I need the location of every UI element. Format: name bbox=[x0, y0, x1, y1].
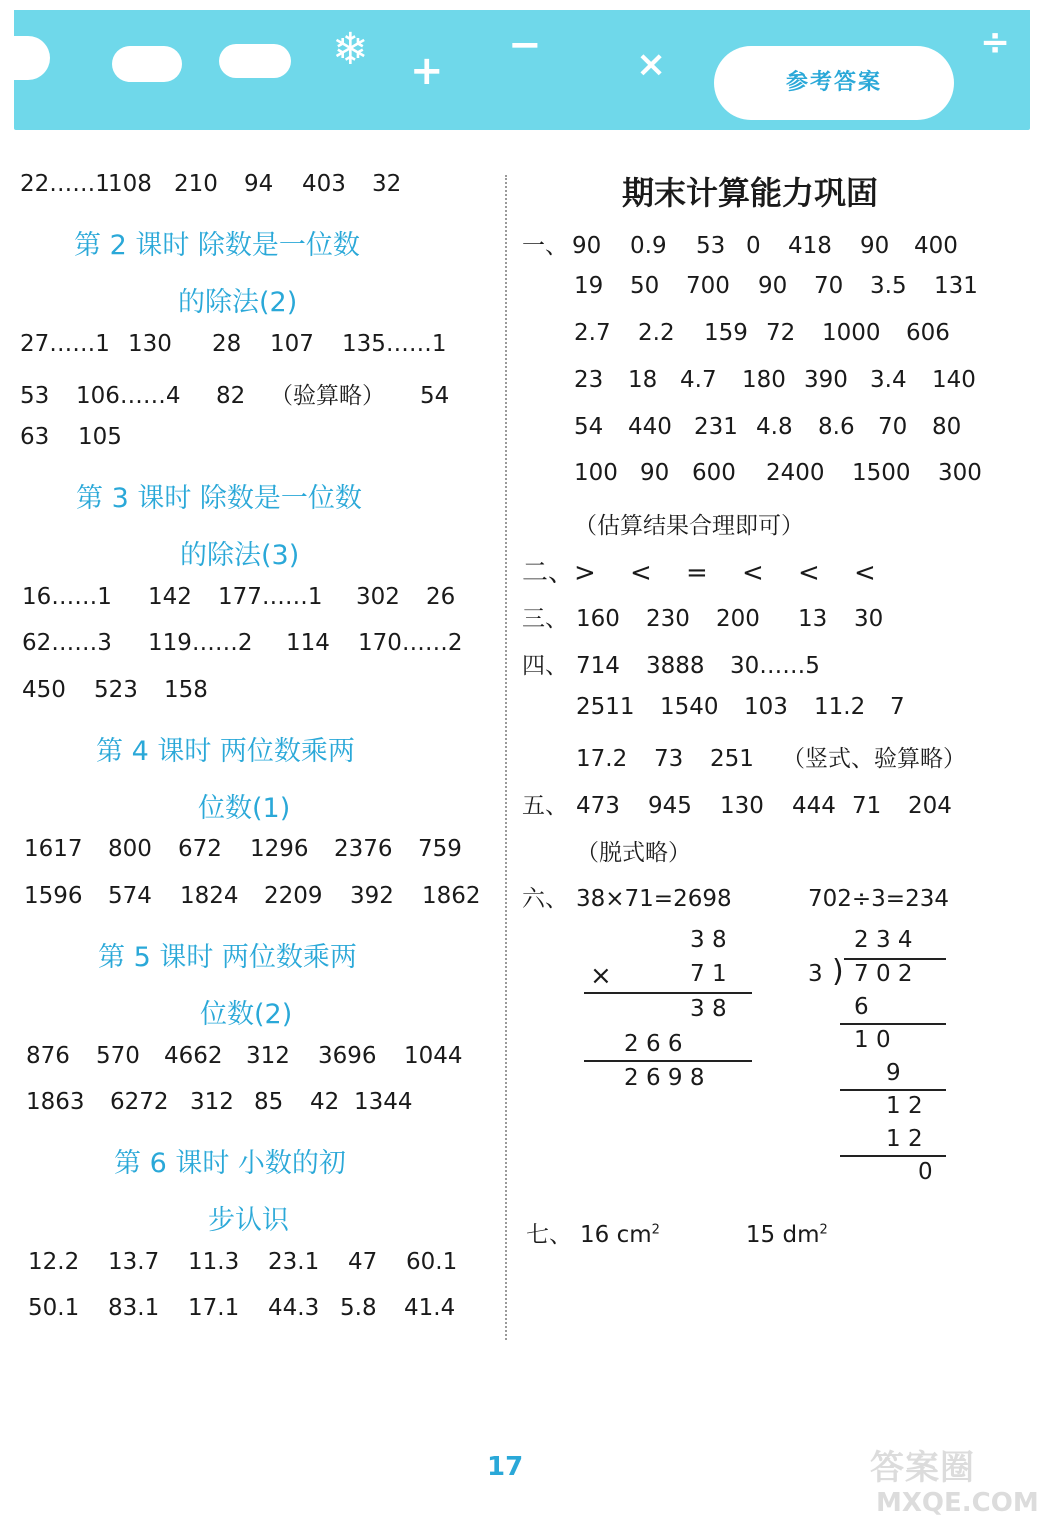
answer-row: 2.7 2.2 159 72 1000 606 bbox=[574, 320, 950, 346]
mul-partial-2: 2 6 6 bbox=[624, 1031, 683, 1057]
answer-row: 63 105 bbox=[20, 424, 122, 450]
answer-row: 一、 90 0.9 53 0 418 90 400 bbox=[522, 233, 958, 259]
answer-row: 22……1108 210 94 403 32 bbox=[20, 171, 402, 197]
rule-line bbox=[840, 1155, 946, 1157]
answer-row: 12.2 13.7 11.3 23.1 47 60.1 bbox=[28, 1249, 458, 1275]
rule-line bbox=[584, 1060, 752, 1062]
answer-row: 1863 6272 312 85 42 1344 bbox=[26, 1089, 413, 1115]
area-answer-a: 16 $cm^2$ bbox=[580, 1222, 660, 1248]
answer-row: 七、 16 $cm^2$ 15 $dm^2$ bbox=[526, 1222, 828, 1248]
mul-operator: × bbox=[590, 961, 612, 991]
answer-row: 27……1 130 28 107 135……1 bbox=[20, 331, 447, 357]
answer-row: 四、 714 3888 30……5 bbox=[522, 653, 820, 679]
answer-row: 1617 800 672 1296 2376 759 bbox=[24, 836, 462, 862]
answer-row: 19 50 700 90 70 3.5 131 bbox=[574, 273, 978, 299]
sun-cloud-icon bbox=[112, 46, 182, 82]
mul-result: 2 6 9 8 bbox=[624, 1065, 705, 1091]
minus-icon: − bbox=[508, 22, 542, 68]
rule-line bbox=[840, 1023, 946, 1025]
div-step: 1 2 bbox=[886, 1126, 923, 1152]
section-title: 期末计算能力巩固 bbox=[621, 174, 878, 212]
answer-row: 16……1 142 177……1 302 26 bbox=[22, 584, 456, 610]
lesson-heading: 第 4 课时 两位数乘两 bbox=[96, 736, 355, 767]
mul-partial-1: 3 8 bbox=[690, 996, 727, 1022]
answer-row: 六、 38×71=2698 702÷3=234 bbox=[522, 886, 949, 912]
div-remainder: 0 bbox=[918, 1159, 933, 1185]
plus-icon: + bbox=[410, 48, 444, 94]
lesson-heading-cont: 的除法(3) bbox=[180, 540, 300, 571]
answer-row: 54 440 231 4.8 8.6 70 80 bbox=[574, 414, 962, 440]
rule-line bbox=[840, 1089, 946, 1091]
answer-row: 100 90 600 2400 1500 300 bbox=[574, 460, 982, 486]
snow-cloud-icon bbox=[219, 44, 291, 78]
lesson-heading: 第 2 课时 除数是一位数 bbox=[74, 230, 360, 261]
answer-row: 二、> < = < < < bbox=[522, 558, 876, 588]
answer-row: 450 523 158 bbox=[22, 677, 208, 703]
rule-line bbox=[584, 992, 752, 994]
answer-row: 62……3 119……2 114 170……2 bbox=[22, 630, 463, 656]
div-step: 1 2 bbox=[886, 1093, 923, 1119]
lesson-heading-cont: 步认识 bbox=[208, 1205, 289, 1236]
div-step: 1 0 bbox=[854, 1027, 891, 1053]
note: （脱式略） bbox=[576, 840, 691, 866]
div-step: 9 bbox=[886, 1060, 901, 1086]
lesson-heading-cont: 位数(1) bbox=[198, 793, 291, 824]
answer-label: 参考答案 bbox=[714, 46, 954, 120]
div-dividend: 7 0 2 bbox=[854, 961, 913, 987]
div-quotient: 2 3 4 bbox=[854, 927, 913, 953]
area-answer-b: 15 $dm^2$ bbox=[745, 1222, 828, 1248]
answer-row: 53 106……4 82 （验算略） 54 bbox=[20, 383, 450, 409]
answer-row: 三、 160 230 200 13 30 bbox=[522, 606, 884, 632]
watermark-url: MXQE.COM bbox=[876, 1488, 1039, 1518]
lesson-heading: 第 5 课时 两位数乘两 bbox=[98, 942, 357, 973]
lesson-heading-cont: 位数(2) bbox=[200, 999, 293, 1030]
page-number: 17 bbox=[487, 1452, 524, 1482]
mul-multiplicand: 3 8 bbox=[690, 927, 727, 953]
answer-row: 2511 1540 103 11.2 7 bbox=[576, 694, 905, 720]
lesson-heading-cont: 的除法(2) bbox=[178, 287, 298, 318]
answer-row: 17.2 73 251 （竖式、验算略） bbox=[576, 746, 966, 772]
answer-row: 23 18 4.7 180 390 3.4 140 bbox=[574, 367, 976, 393]
div-step: 6 bbox=[854, 994, 869, 1020]
rule-line bbox=[844, 958, 946, 960]
lesson-heading: 第 3 课时 除数是一位数 bbox=[76, 483, 362, 514]
mul-multiplier: 7 1 bbox=[690, 961, 727, 987]
snowflake-icon: ❄ bbox=[332, 24, 369, 75]
note: （估算结果合理即可） bbox=[574, 513, 804, 539]
answer-row: 五、 473 945 130 444 71 204 bbox=[522, 793, 952, 819]
div-divisor: 3 bbox=[808, 961, 823, 987]
times-icon: × bbox=[636, 44, 667, 85]
half-circle-decoration bbox=[14, 36, 50, 80]
lesson-heading: 第 6 课时 小数的初 bbox=[114, 1148, 346, 1179]
div-bracket-icon: ) bbox=[832, 954, 844, 989]
column-divider bbox=[505, 175, 507, 1340]
answer-row: 876 570 4662 312 3696 1044 bbox=[26, 1043, 463, 1069]
divide-icon: ÷ bbox=[980, 22, 1011, 63]
answer-row: 50.1 83.1 17.1 44.3 5.8 41.4 bbox=[28, 1295, 456, 1321]
answer-row: 1596 574 1824 2209 392 1862 bbox=[24, 883, 481, 909]
watermark-logo: 答案圈 bbox=[870, 1448, 975, 1488]
header-banner bbox=[14, 10, 1030, 130]
